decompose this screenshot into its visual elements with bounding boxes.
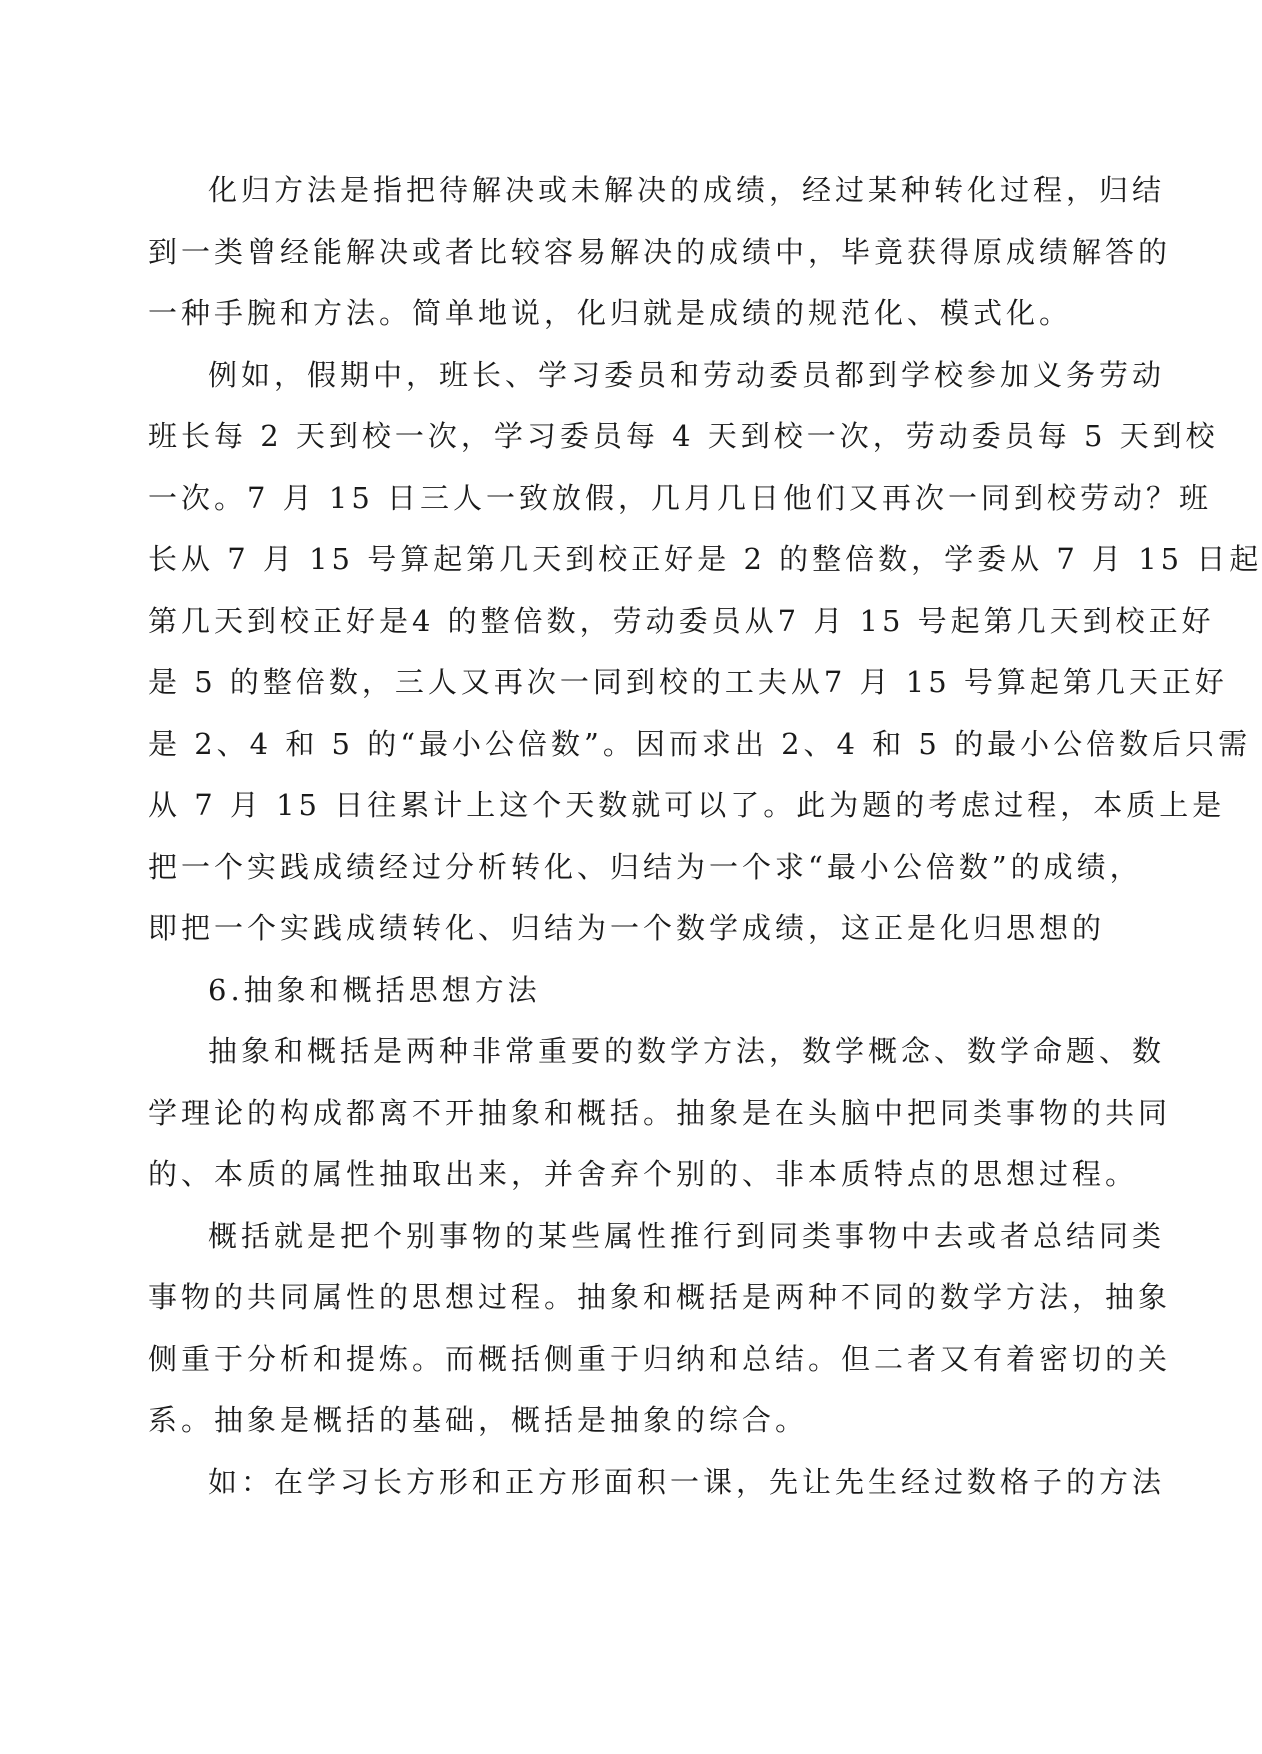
text-line: 一种手腕和方法。简单地说，化归就是成绩的规范化、模式化。: [148, 296, 1073, 330]
text-line: 第几天到校正好是4 的整倍数，劳动委员从7 月 15 号起第几天到校正好: [148, 603, 1215, 638]
text-line: 从 7 月 15 日往累计上这个天数就可以了。此为题的考虑过程，本质上是: [148, 788, 1226, 822]
text-line: 即把一个实践成绩转化、归结为一个数学成绩，这正是化归思想的: [148, 911, 1106, 945]
text-line: 如：在学习长方形和正方形面积一课，先让先生经过数格子的方法: [208, 1464, 1166, 1499]
text-line: 例如，假期中，班长、学习委员和劳动委员都到学校参加义务劳动: [208, 357, 1166, 392]
text-line: 是 2、4 和 5 的“最小公倍数”。因而求出 2、4 和 5 的最小公倍数后只需: [148, 726, 1252, 761]
text-line: 侧重于分析和提炼。而概括侧重于归纳和总结。但二者又有着密切的关: [148, 1341, 1172, 1376]
text-line: 学理论的构成都离不开抽象和概括。抽象是在头脑中把同类事物的共同: [148, 1095, 1172, 1130]
text-line: 到一类曾经能解决或者比较容易解决的成绩中，毕竟获得原成绩解答的: [148, 234, 1172, 269]
text-line: 把一个实践成绩经过分析转化、归结为一个求“最小公倍数”的成绩，: [148, 849, 1143, 884]
text-line: 系。抽象是概括的基础，概括是抽象的综合。: [148, 1403, 809, 1437]
text-line: 长从 7 月 15 号算起第几天到校正好是 2 的整倍数，学委从 7 月 15 日起: [148, 542, 1262, 576]
text-line: 6.抽象和概括思想方法: [208, 972, 541, 1007]
text-line: 的、本质的属性抽取出来，并舍弃个别的、非本质特点的思想过程。: [148, 1157, 1139, 1191]
text-line: 抽象和概括是两种非常重要的数学方法，数学概念、数学命题、数: [208, 1034, 1166, 1068]
text-line: 概括就是把个别事物的某些属性推行到同类事物中去或者总结同类: [208, 1218, 1166, 1253]
text-line: 一次。7 月 15 日三人一致放假，几月几日他们又再次一同到校劳动？班: [148, 480, 1213, 515]
text-line: 是 5 的整倍数，三人又再次一同到校的工夫从7 月 15 号算起第几天正好: [148, 665, 1228, 699]
text-line: 事物的共同属性的思想过程。抽象和概括是两种不同的数学方法，抽象: [148, 1280, 1172, 1314]
text-line: 班长每 2 天到校一次，学习委员每 4 天到校一次，劳动委员每 5 天到校: [148, 419, 1219, 453]
text-line: 化归方法是指把待解决或未解决的成绩，经过某种转化过程，归结: [208, 173, 1166, 207]
body-text: [148, 160, 1262, 1513]
